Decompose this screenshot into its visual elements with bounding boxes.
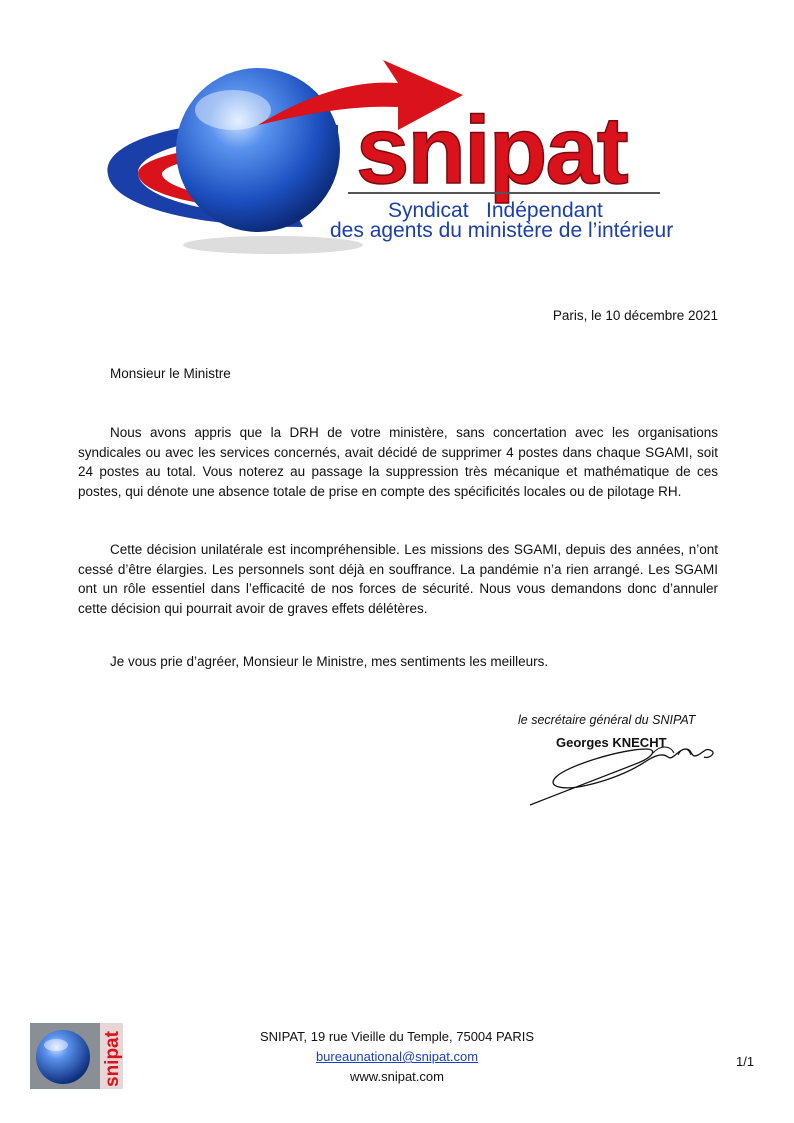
footer-email-line: [0, 1049, 794, 1064]
logo-tagline-2: des agents du ministère de l’intérieur: [330, 219, 674, 242]
signatory-name: Georges KNECHT: [556, 735, 667, 750]
snipat-logo: [98, 55, 698, 260]
page-number: 1/1: [736, 1054, 755, 1069]
logo-wordmark: snipat: [356, 97, 627, 204]
handwritten-signature: [528, 735, 718, 810]
footer-address: SNIPAT, 19 rue Vieille du Temple, 75004 PARIS: [259, 1029, 535, 1044]
paragraph-2: Cette décision unilatérale est incompréhensible. Les missions des SGAMI, depuis des années, n’ont cessé d’être élargies. Les personnels sont déjà en souffrance. La pandémie n’a rien arrangé. Les SGAMI ont un rôle essentiel dans l’efficacité de nos forces de sécurité. Nous vous demandons donc d’annuler cette décision qui pourrait avoir de graves effets délétères.: [78, 542, 718, 616]
footer-email-link[interactable]: bureaunational@snipat.com: [315, 1049, 479, 1064]
salutation: Monsieur le Ministre: [110, 366, 231, 381]
footer-logo-wordmark: snipat: [102, 1031, 123, 1087]
closing-formula: Je vous prie d’agréer, Monsieur le Ministre, mes sentiments les meilleurs.: [110, 654, 549, 669]
logo-tagline-1: Syndicat Indépendant: [388, 199, 603, 222]
signatory-role: le secrétaire général du SNIPAT: [518, 713, 696, 727]
paragraph-1: Nous avons appris que la DRH de votre ministère, sans concertation avec les organisations syndicales ou avec les services concernés, avait décidé de supprimer 4 postes dans chaque SGAMI, soit 24 postes au total. Vous noterez au passage la suppression très mécanique et mathématique de ces postes, qui dénote une absence totale de prise en compte des spécificités locales ou de pilotage RH.: [78, 425, 718, 499]
footer-website[interactable]: www.snipat.com: [350, 1069, 444, 1084]
letter-date: Paris, le 10 décembre 2021: [552, 308, 718, 323]
